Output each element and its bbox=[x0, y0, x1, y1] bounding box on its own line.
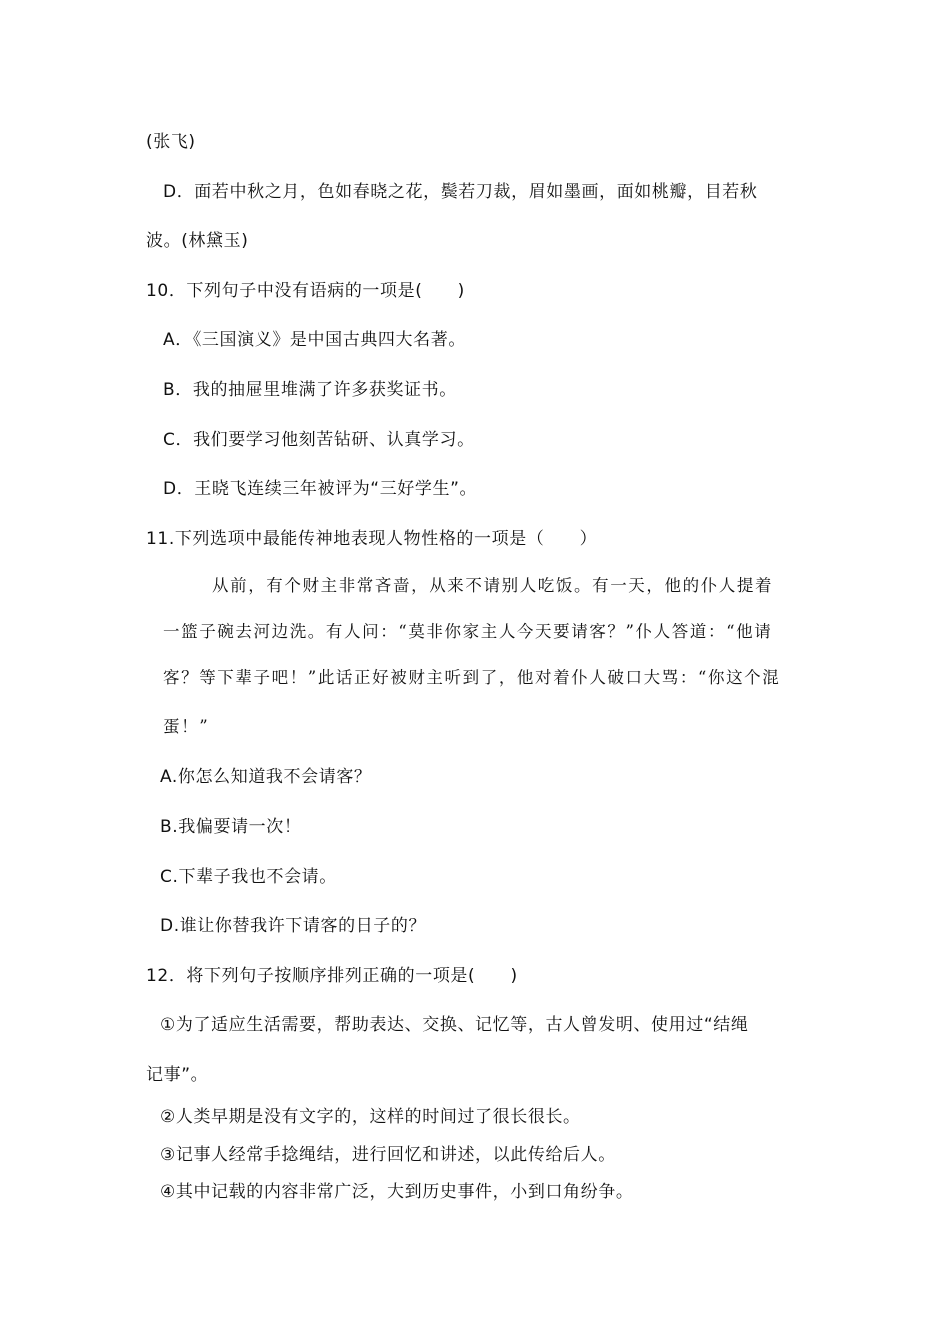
q11-passage-line1: 从前，有个财主非常吝啬，从来不请别人吃饭。有一天，他的仆人提着 bbox=[212, 576, 774, 595]
q12-stem: 12．将下列句子按顺序排列正确的一项是( ) bbox=[146, 966, 518, 986]
q12-sentence-4: ④其中记载的内容非常广泛，大到历史事件，小到口角纷争。 bbox=[160, 1182, 634, 1202]
q11-option-c: C.下辈子我也不会请。 bbox=[160, 867, 337, 887]
q11-option-a: A.你怎么知道我不会请客？ bbox=[160, 767, 372, 787]
q11-option-b: B.我偏要请一次！ bbox=[160, 817, 302, 837]
q11-passage-line3: 客？等下辈子吧！”此话正好被财主听到了，他对着仆人破口大骂：“你这个混 bbox=[163, 668, 781, 687]
q10-option-b: B．我的抽屉里堆满了许多获奖证书。 bbox=[163, 380, 457, 400]
q11-passage-line4: 蛋！” bbox=[163, 717, 210, 736]
q11-passage-line2: 一篮子碗去河边洗。有人问：“莫非你家主人今天要请客？”仆人答道：“他请 bbox=[163, 622, 773, 641]
q9-option-c-tail: (张飞) bbox=[146, 132, 196, 152]
q10-option-d: D．王晓飞连续三年被评为“三好学生”。 bbox=[163, 479, 478, 499]
q9-option-d-line1: D．面若中秋之月，色如春晓之花，鬓若刀裁，眉如墨画，面如桃瓣，目若秋 bbox=[163, 182, 758, 202]
q9-option-d-line2: 波。(林黛玉) bbox=[146, 231, 249, 251]
q10-option-c: C．我们要学习他刻苦钻研、认真学习。 bbox=[163, 430, 475, 450]
q10-stem: 10．下列句子中没有语病的一项是( ) bbox=[146, 281, 465, 301]
q11-stem: 11.下列选项中最能传神地表现人物性格的一项是（ ） bbox=[146, 529, 598, 549]
q12-sentence-1-line1: ①为了适应生活需要，帮助表达、交换、记忆等，古人曾发明、使用过“结绳 bbox=[160, 1015, 749, 1035]
q12-sentence-1-line2: 记事”。 bbox=[146, 1065, 209, 1085]
q12-sentence-3: ③记事人经常手捻绳结，进行回忆和讲述，以此传给后人。 bbox=[160, 1145, 616, 1165]
q12-sentence-2: ②人类早期是没有文字的，这样的时间过了很长很长。 bbox=[160, 1107, 581, 1127]
q10-option-a: A．《三国演义》是中国古典四大名著。 bbox=[163, 330, 466, 350]
q11-option-d: D.谁让你替我许下请客的日子的？ bbox=[160, 916, 427, 936]
